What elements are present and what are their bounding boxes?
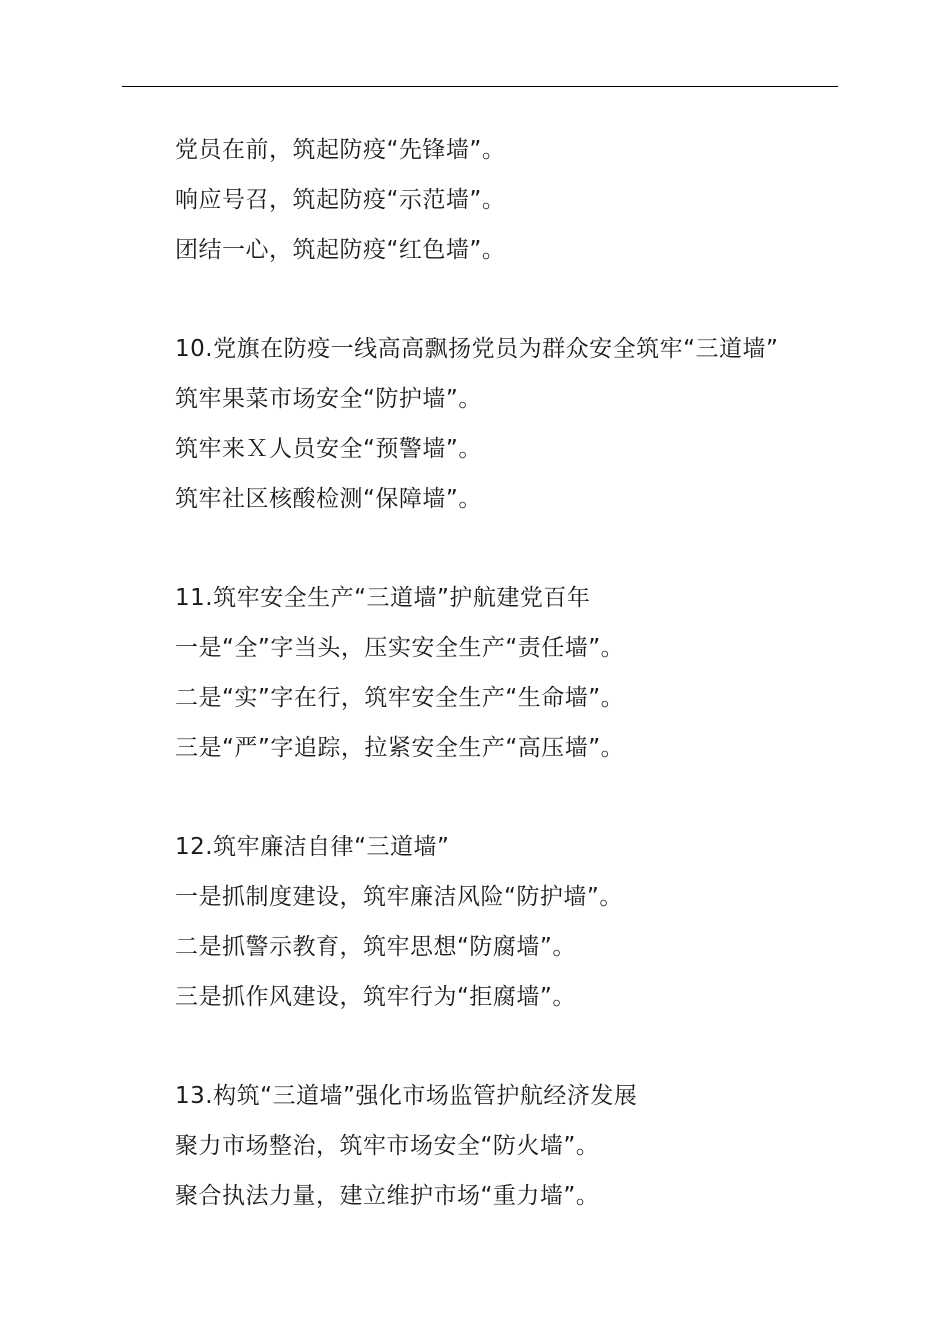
document-body — [175, 125, 875, 1221]
body-line: 党员在前，筑起防疫“先锋墙”。 — [175, 137, 506, 163]
section-11 — [175, 573, 875, 773]
section-spacer — [175, 773, 875, 822]
body-line: 二是“实”字在行，筑牢安全生产“生命墙”。 — [175, 685, 625, 711]
section-13 — [175, 1071, 875, 1221]
body-line: 筑牢社区核酸检测“保障墙”。 — [175, 486, 482, 512]
body-line: 筑牢来Ｘ人员安全“预警墙”。 — [175, 436, 482, 462]
body-line: 三是“严”字追踪，拉紧安全生产“高压墙”。 — [175, 735, 625, 761]
body-line: 一是“全”字当头，压实安全生产“责任墙”。 — [175, 635, 625, 661]
section-12 — [175, 822, 875, 1022]
body-line: 聚合执法力量，建立维护市场“重力墙”。 — [175, 1183, 600, 1209]
section-spacer — [175, 524, 875, 573]
section-heading: 13.构筑“三道墙”强化市场监管护航经济发展 — [175, 1083, 638, 1109]
body-line: 一是抓制度建设，筑牢廉洁风险“防护墙”。 — [175, 884, 623, 910]
body-line: 聚力市场整治，筑牢市场安全“防火墙”。 — [175, 1133, 600, 1159]
section-spacer — [175, 275, 875, 324]
section-heading: 11.筑牢安全生产“三道墙”护航建党百年 — [175, 585, 591, 611]
section-10 — [175, 324, 875, 524]
body-line: 二是抓警示教育，筑牢思想“防腐墙”。 — [175, 934, 576, 960]
section-heading: 10.党旗在防疫一线高高飘扬党员为群众安全筑牢“三道墙” — [175, 336, 779, 362]
section-intro — [175, 125, 875, 275]
body-line: 三是抓作风建设，筑牢行为“拒腐墙”。 — [175, 984, 576, 1010]
section-heading: 12.筑牢廉洁自律“三道墙” — [175, 834, 450, 860]
body-line: 响应号召，筑起防疫“示范墙”。 — [175, 187, 506, 213]
header-rule — [122, 86, 838, 87]
body-line: 团结一心，筑起防疫“红色墙”。 — [175, 237, 506, 263]
body-line: 筑牢果菜市场安全“防护墙”。 — [175, 386, 482, 412]
section-spacer — [175, 1022, 875, 1071]
